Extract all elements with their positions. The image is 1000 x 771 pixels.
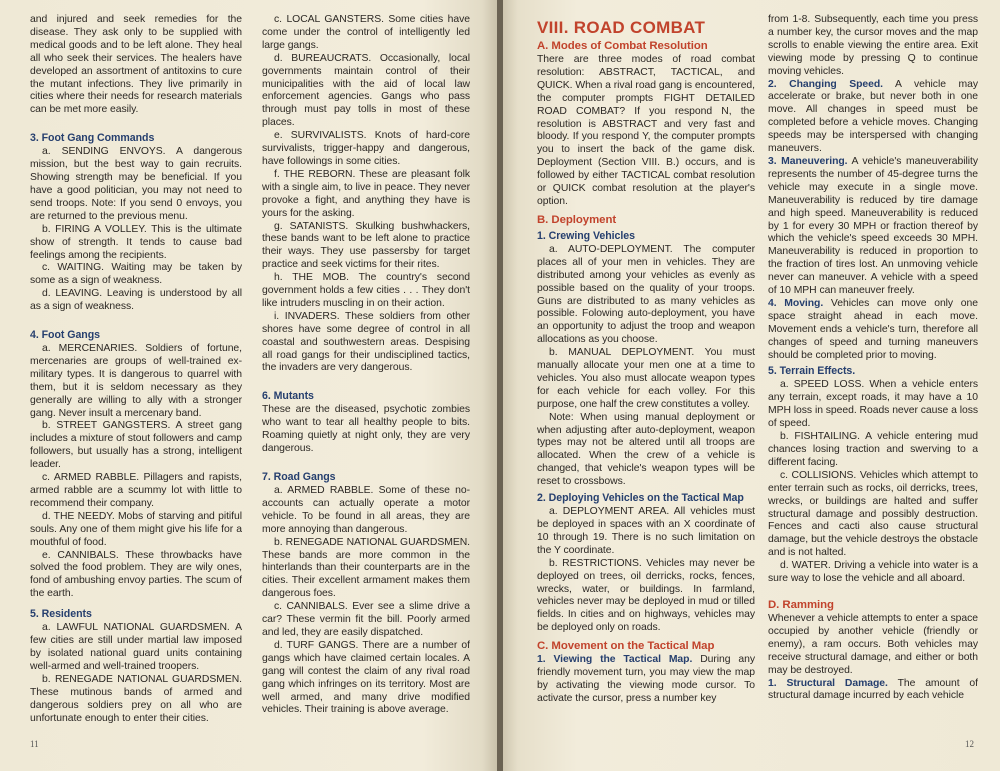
left-page — [0, 0, 497, 771]
paragraph: b. FISHTAILING. A vehicle entering mud chances losing traction and swerving to a different facing. — [768, 431, 978, 468]
paragraph: These are the diseased, psychotic zombies who want to tear all healthy people to bits. Roaming quietly at night only, they are very dangerous. — [262, 404, 470, 455]
paragraph: e. SURVIVALISTS. Knots of hard-core survivalists, trigger-happy and dangerous, have followings in some cities. — [262, 130, 470, 167]
subsection-heading: 2. Deploying Vehicles on the Tactical Map — [537, 492, 744, 505]
right-page — [503, 0, 1000, 771]
paragraph: a. ARMED RABBLE. Some of these no-accounts can actually operate a motor vehicle. To be found in all areas, they are more annoying than dangerous. — [262, 485, 470, 535]
run-in-heading: 3. Maneuvering. — [768, 155, 848, 167]
paragraph: d. WATER. Driving a vehicle into water is a sure way to lose the vehicle and all aboard. — [768, 560, 978, 585]
right-page-column-1 — [537, 18, 755, 706]
paragraph-text: A vehicle may accelerate or brake, but never both in one move. All changes in speed must be completed before a vehicle moves. Changing speeds may be interspersed with changing maneuvers. — [768, 78, 978, 155]
paragraph: h. THE MOB. The country's second government holds a few cities . . . They don't like intruders muscling in on their action. — [262, 272, 470, 309]
paragraph — [537, 654, 755, 706]
left-page-column-1 — [30, 14, 242, 725]
paragraph: f. THE REBORN. These are pleasant folk with a single aim, to live in peace. They never provoke a fight, and anything they have is yours for the asking. — [262, 168, 470, 219]
chapter-title: VIII. ROAD COMBAT — [537, 18, 706, 37]
page-number: 11 — [30, 739, 39, 749]
paragraph: a. SPEED LOSS. When a vehicle enters any terrain, except roads, it may have a 10 MPH loss in speed. Roads never cause a loss of speed. — [768, 379, 978, 430]
paragraph: and injured and seek remedies for the disease. They ask only to be supplied with medical goods and to be left alone. They heal all who seek their services. The healers have developed an assortment of antitoxins to cure the mutant infections. They live primarily in cities where their needs for research materials can be met more easily. — [30, 14, 242, 116]
run-in-heading: 1. Viewing the Tactical Map. — [537, 654, 693, 666]
paragraph-text: A vehicle's maneuverability represents the number of 45-degree turns the vehicle may execute in a single move. Maneuverability is reduced by tire damage and high speed. Maneuverability is reduced by 1 for every 30 MPH or fraction thereof by which the vehicle's speed exceeds 30 MPH. Maneuverability is reduced in proportion to the fraction of tires lost. An unmoving vehicle never can maneuver. A vehicle with a speed of 10 MPH can maneuver freely. — [768, 155, 978, 297]
paragraph: d. THE NEEDY. Mobs of starving and pitiful souls. Any one of them might give his life for a mouthful of food. — [30, 510, 242, 548]
paragraph: c. CANNIBALS. Ever see a slime drive a car? These vermin fit the bill. Poorly armed and led, they are easily dispatched. — [262, 601, 470, 638]
section-heading: A. Modes of Combat Resolution — [537, 40, 708, 52]
paragraph: g. SATANISTS. Skulking bushwhackers, these bands want to be left alone to practice their ways. They use passersby for target practice and seek victims for their rites. — [262, 220, 470, 271]
paragraph: b. RESTRICTIONS. Vehicles may never be deployed on trees, oil derricks, rocks, fences, wrecks, water, or buildings. In farmland, vehicles never may be deployed in mud or tilled fields. In cities and on highways, vehicles may be deployed only on roads. — [537, 557, 755, 634]
paragraph: from 1-8. Subsequently, each time you press a number key, the cursor moves and the map scrolls to enable viewing the entire area. Exit viewing mode by pressing Q to continue moving vehicles. — [768, 14, 978, 77]
section-heading: 5. Residents — [30, 608, 92, 621]
section-heading: D. Ramming — [768, 598, 834, 611]
run-in-heading: 2. Changing Speed. — [768, 78, 884, 90]
paragraph: c. WAITING. Waiting may be taken by some as a sign of weakness. — [30, 262, 242, 287]
paragraph: d. TURF GANGS. There are a number of gangs which have claimed certain locales. A gang will contest the claim of any rival road gang which infringes on its territory. Most are well armed, and many drive modified vehicles. Their training is above average. — [262, 639, 470, 716]
paragraph: i. INVADERS. These soldiers from other shores have some degree of control in all coastal and southwestern areas. Despising all road gangs for their undisciplined tactics, the invaders are very dangerous. — [262, 310, 470, 374]
paragraph: e. CANNIBALS. These throwbacks have solved the food problem. They are wily ones, fond of ambushing envoy parties. The scum of the earth. — [30, 549, 242, 600]
paragraph: c. LOCAL GANSTERS. Some cities have come under the control of intelligently led large gangs. — [262, 14, 470, 51]
paragraph: There are three modes of road combat resolution: ABSTRACT, TACTICAL, and QUICK. When a rival road gang is encountered, the computer prompts FIGHT DETAILED ROAD COMBAT? If you respond N, the resolution is ABSTRACT and very fast and bloody. If you respond Y, the computer prompts you to insert the back of the game disk. Deployment (Section VIII. B.) occurs, and is followed by either TACTICAL combat resolution or QUICK combat resolution at the player's option. — [537, 54, 755, 207]
paragraph — [768, 156, 978, 298]
paragraph: a. AUTO-DEPLOYMENT. The computer places all of your men in vehicles. They are distributed among your vehicles as evenly as possible based on the quality of your troops. Guns are distributed to as many vehicles as possible. Folowing auto-deployment, you have an opportunity to adjust the troop and weapon allocations as you choose. — [537, 243, 755, 346]
page-number: 12 — [965, 739, 974, 749]
paragraph — [768, 678, 978, 704]
paragraph-text: During any friendly movement turn, you may view the map by activating the viewing mode cursor. To activate the cursor, press a number key — [537, 654, 755, 704]
run-in-heading: 1. Structural Damage. — [768, 677, 888, 689]
paragraph-text: The amount of structural damage incurred by each vehicle — [768, 677, 978, 702]
section-heading: 7. Road Gangs — [262, 471, 336, 483]
left-page-column-2 — [262, 14, 470, 717]
subsection-heading: 1. Crewing Vehicles — [537, 229, 635, 242]
section-heading: 6. Mutants — [262, 390, 314, 403]
paragraph: c. ARMED RABBLE. Pillagers and rapists, armed rabble are a scummy lot with little to recommend their company. — [30, 472, 242, 509]
right-page-column-2 — [768, 14, 978, 703]
paragraph: a. DEPLOYMENT AREA. All vehicles must be deployed in spaces with an X coordinate of 10 through 19. There is no such limitation on the Y coordinate. — [537, 506, 755, 556]
paragraph: a. MERCENARIES. Soldiers of fortune, mercenaries are groups of well-trained ex-military types. It is dangerous to quarrel with them, but it is seldom necessary as they generally are willing to ally with a stronger gang. Never insult a mercenary band. — [30, 343, 242, 419]
paragraph: b. RENEGADE NATIONAL GUARDSMEN. These mutinous bands of armed and dangerous soldiers prey on all who are unfortunate enough to enter their cities. — [30, 673, 242, 724]
section-heading: 4. Foot Gangs — [30, 329, 100, 342]
section-heading: B. Deployment — [537, 213, 617, 226]
paragraph: c. COLLISIONS. Vehicles which attempt to enter terrain such as rocks, oil derricks, trees, wrecks, or buildings are halted and suffer structural damage and possibly destruction. Fences and cacti also cause structural damage, but the vehicle destroys the obstacle and is not halted. — [768, 469, 978, 559]
paragraph: a. LAWFUL NATIONAL GUARDSMEN. A few cities are still under martial law imposed by isolated national guard units containing well-armed and well-trained troopers. — [30, 622, 242, 672]
paragraph-text: Vehicles can move only one space straight ahead in each move. Movement ends a vehicle's turn, therefore all changes of speed and turning maneuvers should be completed prior to moving. — [768, 297, 978, 361]
paragraph: b. FIRING A VOLLEY. This is the ultimate show of strength. It tends to cause bad feelings among the recipients. — [30, 223, 242, 261]
paragraph: d. BUREAUCRATS. Occasionally, local governments maintain control of their municipalities with the aid of local law enforcement agencies. Gangs who pass through must pay tolls in most of these places. — [262, 52, 470, 129]
run-in-heading: 4. Moving. — [768, 297, 824, 309]
paragraph: Note: When using manual deployment or when adjusting after auto-deployment, weapon types may not be altered until all troops are allocated. When the crew of a vehicle is changed, that vehicle's weapon types will be reset to crossbows. — [537, 411, 755, 488]
paragraph — [768, 79, 978, 156]
paragraph: d. LEAVING. Leaving is understood by all as a sign of weakness. — [30, 288, 242, 313]
paragraph: b. STREET GANGSTERS. A street gang includes a mixture of stout followers and camp followers, but usually has a strong, intelligent leader. — [30, 420, 242, 471]
subsection-heading: 5. Terrain Effects. — [768, 365, 856, 378]
paragraph: b. MANUAL DEPLOYMENT. You must manually allocate your men one at a time to vehicles. You also must allocate weapon types for each vehicle for each volley. For this purpose, one half the crew constitutes a volley. — [537, 347, 755, 410]
paragraph: Whenever a vehicle attempts to enter a space occupied by another vehicle (friendly or enemy), a ram occurs. Both vehicles may receive structural damage, and either or both may be destroyed. — [768, 612, 978, 676]
paragraph: b. RENEGADE NATIONAL GUARDSMEN. These bands are more common in the hinterlands than their counterparts are in the cities. Their excellent armament makes them dangerous foes. — [262, 536, 470, 600]
section-heading: 3. Foot Gang Commands — [30, 132, 155, 145]
section-heading: C. Movement on the Tactical Map — [537, 640, 715, 653]
paragraph — [768, 298, 978, 363]
paragraph: a. SENDING ENVOYS. A dangerous mission, but the best way to gain recruits. Showing strength may be beneficial. If you have a good politician, you may not need to send troops. Note: If you send 0 envoys, you are returned to the previous menu. — [30, 146, 242, 222]
